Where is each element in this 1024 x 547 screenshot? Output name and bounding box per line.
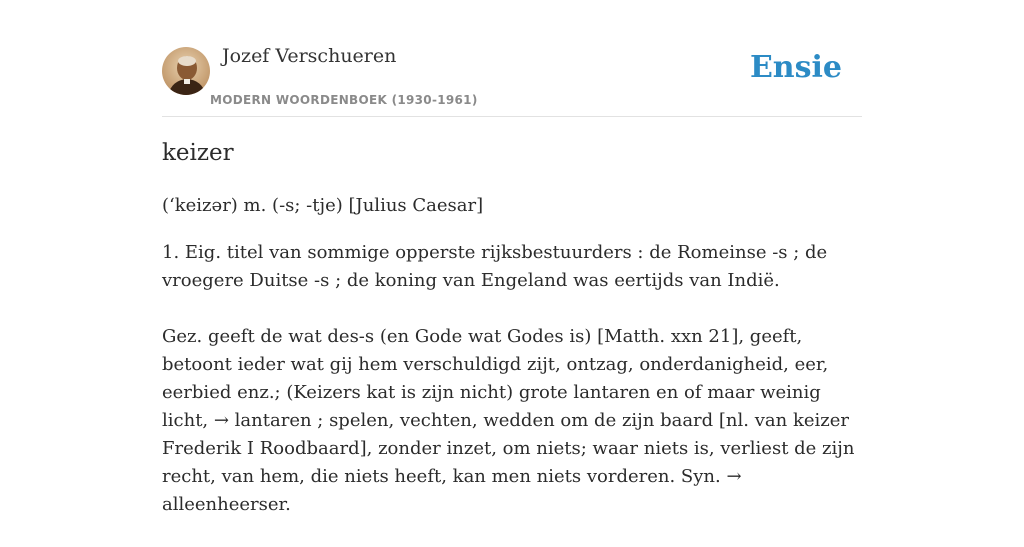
page bbox=[162, 0, 862, 515]
author-name[interactable]: Jozef Verschueren bbox=[222, 45, 397, 67]
entry-headword: keizer bbox=[162, 140, 234, 166]
source-label[interactable]: MODERN WOORDENBOEK (1930-1961) bbox=[210, 93, 478, 107]
ensie-logo[interactable]: Ensie bbox=[749, 50, 842, 85]
entry-definition bbox=[162, 239, 862, 547]
header bbox=[162, 0, 862, 117]
author-avatar[interactable] bbox=[162, 47, 210, 95]
definition-paragraph: Gez. geeft de wat des-s (en Gode wat Godes is) [Matth. xxn 21], geeft, betoont ieder wat gij hem verschuldigd zijt, ontzag, onderdanigheid, eer, eerbied enz.; (Keizers kat is zijn nicht) grote lantaren en of maar weinig licht, → lantaren ; spelen, vechten, wedden om de zijn baard [nl. van keizer Frederik I Roodbaard], zonder inzet, om niets; waar niets is, verliest de zijn recht, van hem, die niets heeft, kan men niets vorderen. Syn. → alleenheerser. bbox=[162, 326, 855, 515]
definition-paragraph: 1. Eig. titel van sommige opperste rijksbestuurders : de Romeinse -s ; de vroegere Duitse -s ; de koning van Engeland was eertijds van Indië. bbox=[162, 242, 828, 291]
portrait-icon bbox=[162, 47, 210, 95]
entry-pronunciation: (‘keizər) m. (-s; -tje) [Julius Caesar] bbox=[162, 195, 484, 216]
